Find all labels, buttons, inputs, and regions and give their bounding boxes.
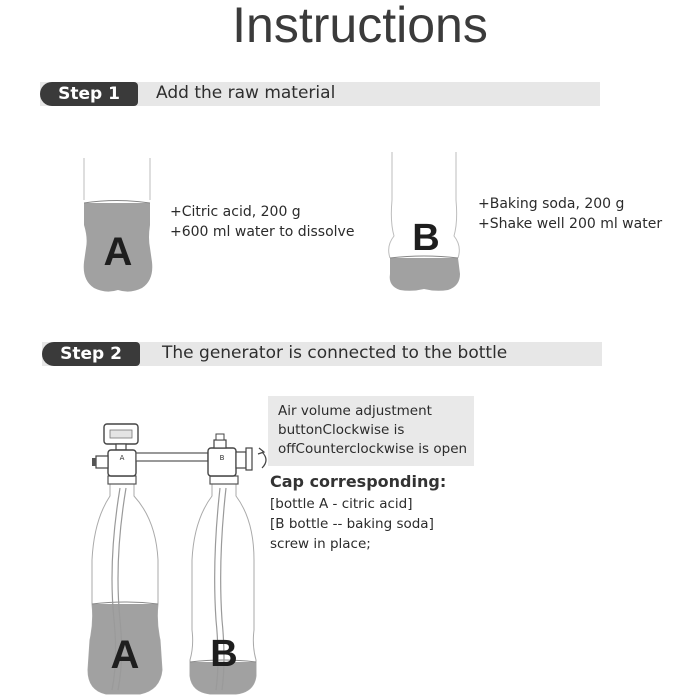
- bottle-b-step2-letter: B: [210, 633, 238, 675]
- bottle-a-step1-letter: A: [103, 230, 133, 274]
- callout-line-3: offCounterclockwise is open: [278, 441, 468, 457]
- page-title: Instructions: [232, 0, 488, 53]
- step1-text: Add the raw material: [156, 83, 336, 103]
- bottle-a-step2-letter: A: [110, 633, 140, 677]
- cap-line-2: [B bottle -- baking soda]: [270, 516, 434, 532]
- step2-text: The generator is connected to the bottle: [162, 343, 508, 363]
- bottle-a-note-2: +600 ml water to dissolve: [170, 224, 355, 240]
- cap-b-label: B: [219, 454, 225, 462]
- bottle-a-note-1: +Citric acid, 200 g: [170, 204, 301, 220]
- cap-line-1: [bottle A - citric acid]: [270, 496, 413, 512]
- bottle-b-step1-letter: B: [412, 217, 440, 259]
- co2-generator: [92, 424, 266, 476]
- cap-a-label: A: [119, 454, 125, 462]
- bottle-b-note-1: +Baking soda, 200 g: [478, 196, 625, 212]
- cap-line-3: screw in place;: [270, 536, 371, 552]
- cap-instructions: [270, 494, 434, 554]
- cap-heading: Cap corresponding:: [270, 472, 447, 491]
- callout-line-1: Air volume adjustment: [278, 403, 432, 419]
- step1-badge: Step 1: [40, 82, 138, 106]
- step2-badge: Step 2: [42, 342, 140, 366]
- bottle-b-note-2: +Shake well 200 ml water: [478, 216, 663, 232]
- air-adjustment-callout: [268, 396, 474, 466]
- callout-line-2: buttonClockwise is: [278, 422, 405, 438]
